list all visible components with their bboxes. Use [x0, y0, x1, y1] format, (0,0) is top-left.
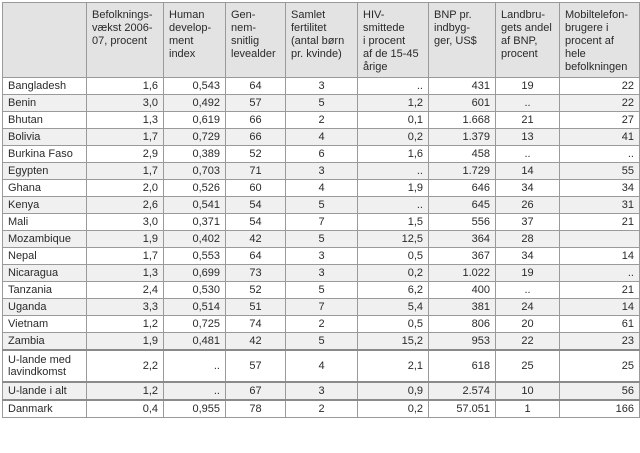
- cell-hiv: 0,5: [358, 316, 429, 333]
- table-row: [3, 129, 640, 146]
- cell-pop-growth: 1,9: [87, 333, 164, 351]
- cell-agri-share: 13: [496, 129, 560, 146]
- cell-gnp: 1.668: [429, 112, 496, 129]
- cell-agri-share: 34: [496, 180, 560, 197]
- cell-mobile: 31: [560, 197, 640, 214]
- cell-hdi: 0,514: [164, 299, 226, 316]
- cell-pop-growth: 1,6: [87, 78, 164, 95]
- column-header-line: levealder: [231, 48, 276, 60]
- cell-hdi: 0,389: [164, 146, 226, 163]
- cell-mobile: 27: [560, 112, 640, 129]
- table-row: [3, 299, 640, 316]
- cell-mobile: 34: [560, 180, 640, 197]
- cell-life-exp: 64: [226, 78, 286, 95]
- column-header-line: Gen-: [231, 9, 256, 21]
- table-row: [3, 197, 640, 214]
- column-header-line: index: [169, 48, 196, 60]
- cell-fertility: 5: [286, 333, 358, 351]
- table-row: [3, 282, 640, 299]
- column-header-line: Mobiltelefon-: [565, 9, 628, 21]
- cell-pop-growth: 2,4: [87, 282, 164, 299]
- table-row: [3, 95, 640, 112]
- cell-agri-share: ..: [496, 146, 560, 163]
- cell-country: Tanzania: [3, 282, 87, 299]
- cell-agri-share: 26: [496, 197, 560, 214]
- cell-hiv: 0,2: [358, 129, 429, 146]
- cell-pop-growth: 1,7: [87, 129, 164, 146]
- table-header: [3, 3, 640, 78]
- cell-mobile: 23: [560, 333, 640, 351]
- cell-pop-growth: 0,4: [87, 400, 164, 418]
- cell-hiv: 1,5: [358, 214, 429, 231]
- column-header-line: snitlig: [231, 35, 260, 47]
- cell-life-exp: 66: [226, 129, 286, 146]
- column-header-pop-growth: [87, 3, 164, 78]
- cell-gnp: 57.051: [429, 400, 496, 418]
- cell-hdi: 0,699: [164, 265, 226, 282]
- column-header-line: Befolknings-: [92, 9, 153, 21]
- cell-mobile: 22: [560, 78, 640, 95]
- cell-pop-growth: 1,7: [87, 163, 164, 180]
- cell-pop-growth: 2,0: [87, 180, 164, 197]
- column-header-line: 07, procent: [92, 35, 148, 47]
- cell-hiv: 15,2: [358, 333, 429, 351]
- table-row: [3, 248, 640, 265]
- cell-gnp: 618: [429, 350, 496, 382]
- cell-agri-share: 34: [496, 248, 560, 265]
- cell-life-exp: 64: [226, 248, 286, 265]
- column-header-line: procent af hele: [565, 35, 614, 60]
- cell-life-exp: 78: [226, 400, 286, 418]
- cell-pop-growth: 3,3: [87, 299, 164, 316]
- cell-hiv: 2,1: [358, 350, 429, 382]
- cell-pop-growth: 2,9: [87, 146, 164, 163]
- table-row: [3, 180, 640, 197]
- column-header-hdi: [164, 3, 226, 78]
- column-header-line: gets andel: [501, 22, 552, 34]
- table-row: [3, 265, 640, 282]
- cell-country: Bangladesh: [3, 78, 87, 95]
- cell-life-exp: 54: [226, 197, 286, 214]
- cell-pop-growth: 1,3: [87, 112, 164, 129]
- table-row: [3, 231, 640, 248]
- column-header-line: Human: [169, 9, 205, 21]
- cell-gnp: 364: [429, 231, 496, 248]
- cell-pop-growth: 1,2: [87, 382, 164, 400]
- cell-fertility: 6: [286, 146, 358, 163]
- cell-hdi: ..: [164, 350, 226, 382]
- cell-life-exp: 71: [226, 163, 286, 180]
- cell-life-exp: 57: [226, 95, 286, 112]
- cell-country: Zambia: [3, 333, 87, 351]
- table-row: [3, 163, 640, 180]
- cell-mobile: 21: [560, 282, 640, 299]
- cell-pop-growth: 3,0: [87, 214, 164, 231]
- cell-pop-growth: 1,3: [87, 265, 164, 282]
- cell-life-exp: 74: [226, 316, 286, 333]
- column-header-line: nem-: [231, 22, 257, 34]
- cell-country: Vietnam: [3, 316, 87, 333]
- cell-mobile: 55: [560, 163, 640, 180]
- cell-gnp: 645: [429, 197, 496, 214]
- cell-hiv: ..: [358, 163, 429, 180]
- column-header-line: procent: [501, 48, 538, 60]
- cell-hdi: 0,729: [164, 129, 226, 146]
- cell-agri-share: 10: [496, 382, 560, 400]
- cell-mobile: 22: [560, 95, 640, 112]
- column-header-line: develop-: [169, 22, 212, 34]
- cell-agri-share: ..: [496, 282, 560, 299]
- cell-pop-growth: 2,2: [87, 350, 164, 382]
- cell-life-exp: 73: [226, 265, 286, 282]
- column-header-line: ger, US$: [434, 35, 477, 47]
- column-header-life-exp: [226, 3, 286, 78]
- cell-fertility: 3: [286, 382, 358, 400]
- cell-gnp: 431: [429, 78, 496, 95]
- cell-hiv: 0,2: [358, 400, 429, 418]
- cell-agri-share: 20: [496, 316, 560, 333]
- cell-mobile: 21: [560, 214, 640, 231]
- cell-life-exp: 60: [226, 180, 286, 197]
- cell-mobile: 61: [560, 316, 640, 333]
- cell-hdi: 0,553: [164, 248, 226, 265]
- cell-agri-share: 24: [496, 299, 560, 316]
- cell-country: Nepal: [3, 248, 87, 265]
- cell-country: Kenya: [3, 197, 87, 214]
- cell-life-exp: 51: [226, 299, 286, 316]
- cell-hdi: 0,526: [164, 180, 226, 197]
- table-row: [3, 78, 640, 95]
- column-header-line: ment: [169, 35, 194, 47]
- cell-life-exp: 42: [226, 333, 286, 351]
- cell-agri-share: 19: [496, 265, 560, 282]
- cell-fertility: 2: [286, 400, 358, 418]
- cell-gnp: 601: [429, 95, 496, 112]
- cell-fertility: 5: [286, 282, 358, 299]
- cell-gnp: 806: [429, 316, 496, 333]
- column-header-line: fertilitet: [291, 22, 327, 34]
- cell-mobile: 41: [560, 129, 640, 146]
- cell-hdi: 0,543: [164, 78, 226, 95]
- cell-fertility: 3: [286, 163, 358, 180]
- cell-hiv: 12,5: [358, 231, 429, 248]
- cell-fertility: 4: [286, 350, 358, 382]
- cell-mobile: [560, 231, 640, 248]
- cell-pop-growth: 1,9: [87, 231, 164, 248]
- cell-fertility: 4: [286, 129, 358, 146]
- cell-life-exp: 57: [226, 350, 286, 382]
- cell-fertility: 2: [286, 112, 358, 129]
- cell-hdi: 0,703: [164, 163, 226, 180]
- cell-hdi: 0,955: [164, 400, 226, 418]
- cell-hiv: ..: [358, 78, 429, 95]
- cell-country: Mali: [3, 214, 87, 231]
- cell-life-exp: 67: [226, 382, 286, 400]
- column-header-line: årige: [363, 61, 388, 73]
- table-row: [3, 146, 640, 163]
- column-header-agri-share: [496, 3, 560, 78]
- cell-hdi: ..: [164, 382, 226, 400]
- cell-country: Burkina Faso: [3, 146, 87, 163]
- column-header-line: vækst 2006-: [92, 22, 153, 34]
- cell-gnp: 381: [429, 299, 496, 316]
- column-header-line: (antal børn: [291, 35, 345, 47]
- cell-hiv: 6,2: [358, 282, 429, 299]
- cell-fertility: 5: [286, 95, 358, 112]
- column-header-line: BNP pr.: [434, 9, 472, 21]
- cell-fertility: 5: [286, 231, 358, 248]
- cell-gnp: 1.729: [429, 163, 496, 180]
- country-statistics-table: [2, 2, 640, 418]
- cell-hdi: 0,541: [164, 197, 226, 214]
- cell-mobile: 25: [560, 350, 640, 382]
- cell-agri-share: 37: [496, 214, 560, 231]
- cell-country: Egypten: [3, 163, 87, 180]
- column-header-line: pr. kvinde): [291, 48, 342, 60]
- cell-agri-share: ..: [496, 95, 560, 112]
- cell-country: Nicaragua: [3, 265, 87, 282]
- column-header-line: Samlet: [291, 9, 326, 21]
- cell-hdi: 0,530: [164, 282, 226, 299]
- cell-country: Bhutan: [3, 112, 87, 129]
- cell-gnp: 367: [429, 248, 496, 265]
- cell-gnp: 556: [429, 214, 496, 231]
- cell-agri-share: 1: [496, 400, 560, 418]
- cell-agri-share: 14: [496, 163, 560, 180]
- cell-pop-growth: 1,2: [87, 316, 164, 333]
- cell-pop-growth: 3,0: [87, 95, 164, 112]
- table-row: [3, 316, 640, 333]
- cell-agri-share: 21: [496, 112, 560, 129]
- cell-pop-growth: 1,7: [87, 248, 164, 265]
- cell-hiv: 0,1: [358, 112, 429, 129]
- cell-life-exp: 66: [226, 112, 286, 129]
- cell-gnp: 646: [429, 180, 496, 197]
- cell-hiv: 5,4: [358, 299, 429, 316]
- cell-country: Uganda: [3, 299, 87, 316]
- column-header-fertility: [286, 3, 358, 78]
- cell-agri-share: 25: [496, 350, 560, 382]
- table-row: [3, 400, 640, 418]
- cell-hiv: 1,9: [358, 180, 429, 197]
- column-header-line: HIV-smittede: [363, 9, 405, 34]
- cell-country: Ghana: [3, 180, 87, 197]
- cell-hdi: 0,725: [164, 316, 226, 333]
- cell-gnp: 953: [429, 333, 496, 351]
- cell-country: Bolivia: [3, 129, 87, 146]
- column-header-hiv: [358, 3, 429, 78]
- cell-hiv: 0,9: [358, 382, 429, 400]
- cell-hdi: 0,492: [164, 95, 226, 112]
- cell-fertility: 5: [286, 197, 358, 214]
- column-header-line: af de 15-45: [363, 48, 419, 60]
- column-header-line: befolkningen: [565, 61, 628, 73]
- cell-fertility: 3: [286, 78, 358, 95]
- cell-fertility: 7: [286, 299, 358, 316]
- column-header-mobile: [560, 3, 640, 78]
- table-row: [3, 333, 640, 351]
- cell-country: U-lande i alt: [3, 382, 87, 400]
- cell-mobile: 56: [560, 382, 640, 400]
- cell-hiv: 1,6: [358, 146, 429, 163]
- cell-mobile: 166: [560, 400, 640, 418]
- table-row: [3, 214, 640, 231]
- column-header-line: indbyg-: [434, 22, 471, 34]
- cell-fertility: 3: [286, 265, 358, 282]
- cell-hdi: 0,619: [164, 112, 226, 129]
- cell-agri-share: 28: [496, 231, 560, 248]
- table-body: [3, 78, 640, 418]
- cell-life-exp: 42: [226, 231, 286, 248]
- column-header-gnp: [429, 3, 496, 78]
- cell-agri-share: 19: [496, 78, 560, 95]
- column-header-line: Landbru-: [501, 9, 546, 21]
- cell-fertility: 2: [286, 316, 358, 333]
- cell-hdi: 0,371: [164, 214, 226, 231]
- table-row: [3, 350, 640, 382]
- cell-fertility: 7: [286, 214, 358, 231]
- cell-country: Danmark: [3, 400, 87, 418]
- cell-country: U-lande med lavindkomst: [3, 350, 87, 382]
- cell-fertility: 3: [286, 248, 358, 265]
- cell-mobile: 14: [560, 248, 640, 265]
- cell-gnp: 2.574: [429, 382, 496, 400]
- cell-country: Benin: [3, 95, 87, 112]
- cell-hdi: 0,481: [164, 333, 226, 351]
- cell-hiv: 1,2: [358, 95, 429, 112]
- table-row: [3, 382, 640, 400]
- cell-life-exp: 52: [226, 282, 286, 299]
- cell-agri-share: 22: [496, 333, 560, 351]
- table-row: [3, 112, 640, 129]
- cell-mobile: 14: [560, 299, 640, 316]
- cell-mobile: ..: [560, 265, 640, 282]
- cell-life-exp: 52: [226, 146, 286, 163]
- cell-gnp: 458: [429, 146, 496, 163]
- cell-life-exp: 54: [226, 214, 286, 231]
- cell-hiv: ..: [358, 197, 429, 214]
- column-header-line: brugere i: [565, 22, 609, 34]
- cell-gnp: 1.379: [429, 129, 496, 146]
- cell-gnp: 400: [429, 282, 496, 299]
- column-header-line: i procent: [363, 35, 406, 47]
- cell-hiv: 0,2: [358, 265, 429, 282]
- cell-hdi: 0,402: [164, 231, 226, 248]
- cell-mobile: ..: [560, 146, 640, 163]
- cell-fertility: 4: [286, 180, 358, 197]
- cell-country: Mozambique: [3, 231, 87, 248]
- cell-hiv: 0,5: [358, 248, 429, 265]
- cell-pop-growth: 2,6: [87, 197, 164, 214]
- cell-gnp: 1.022: [429, 265, 496, 282]
- column-header-country: [3, 3, 87, 78]
- column-header-line: af BNP,: [501, 35, 538, 47]
